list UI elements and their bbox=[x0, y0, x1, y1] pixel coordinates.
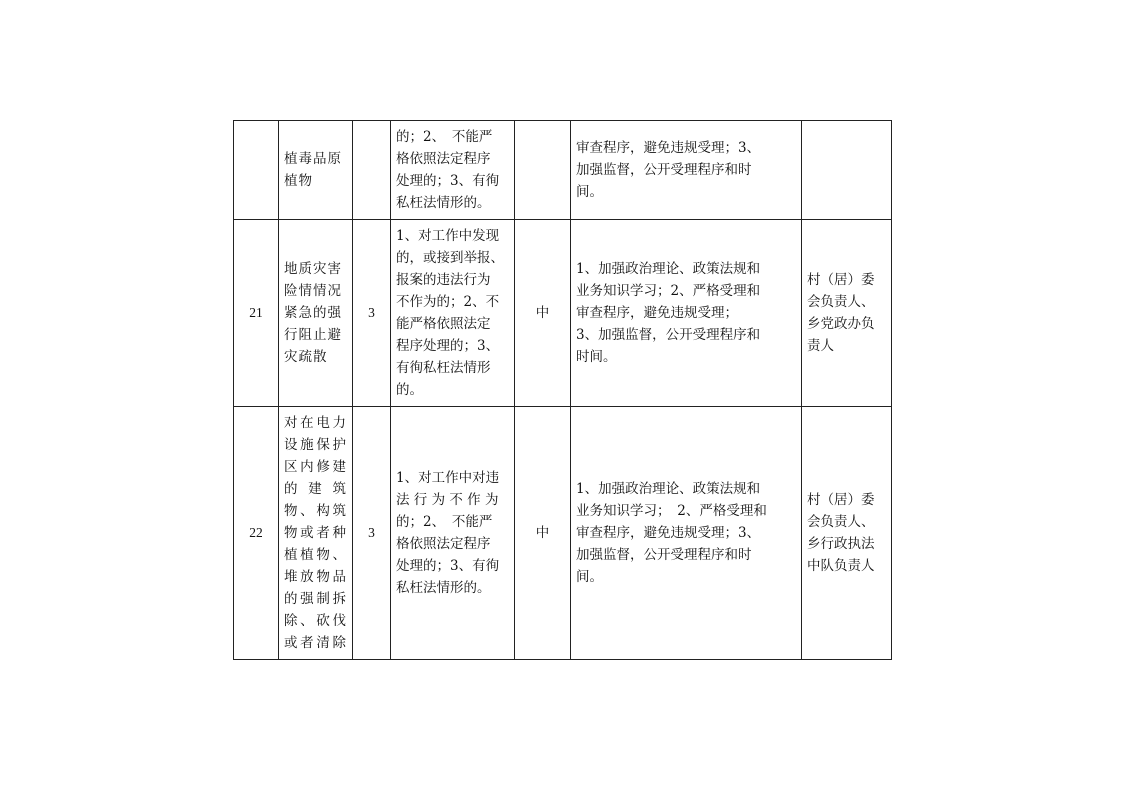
table-body bbox=[234, 121, 892, 660]
item-name-line: 区内修建 bbox=[284, 459, 347, 475]
responsible-person-line: 会负责人、 bbox=[807, 294, 875, 310]
risk-description-line: 的。 bbox=[396, 382, 423, 398]
cell-risk-description bbox=[391, 220, 515, 407]
responsible-person-line: 乡行政执法 bbox=[807, 536, 875, 552]
cell-number: 21 bbox=[234, 220, 279, 407]
item-name-line: 的 建 筑 bbox=[284, 481, 347, 497]
risk-description-line: 私枉法情形的。 bbox=[396, 580, 491, 596]
risk-description-line: 的；2、 不能严 bbox=[396, 129, 493, 145]
responsible-person-line: 责人 bbox=[807, 338, 834, 354]
item-name-line: 除、砍伐 bbox=[284, 613, 347, 629]
responsible-person-line: 会负责人、 bbox=[807, 514, 875, 530]
risk-description-line: 有徇私枉法情形 bbox=[396, 360, 491, 376]
prevention-measures-line: 审查程序，避免违规受理；3、 bbox=[576, 140, 761, 156]
table-row bbox=[234, 407, 892, 660]
item-name-line: 地质灾害 bbox=[284, 261, 342, 277]
risk-control-table bbox=[233, 120, 892, 660]
risk-description-line: 处理的；3、有徇 bbox=[396, 173, 500, 189]
prevention-measures-line: 时间。 bbox=[576, 349, 617, 365]
cell-score: 3 bbox=[353, 220, 391, 407]
responsible-person-line: 村（居）委 bbox=[807, 492, 875, 508]
risk-description-line: 私枉法情形的。 bbox=[396, 195, 491, 211]
prevention-measures-line: 加强监督，公开受理程序和时 bbox=[576, 162, 752, 178]
risk-description-line: 报案的违法行为 bbox=[396, 272, 491, 288]
cell-responsible-person bbox=[802, 220, 892, 407]
risk-description-line: 能严格依照法定 bbox=[396, 316, 491, 332]
risk-description-line: 法 行 为 不 作 为 bbox=[396, 492, 499, 508]
item-name-line: 物、构筑 bbox=[284, 503, 347, 519]
risk-description-line: 不作为的；2、不 bbox=[396, 294, 500, 310]
item-name-line: 的强制拆 bbox=[284, 591, 347, 607]
cell-responsible-person bbox=[802, 407, 892, 660]
responsible-person-line: 村（居）委 bbox=[807, 272, 875, 288]
cell-item-name bbox=[279, 407, 353, 660]
cell-prevention-measures bbox=[571, 121, 802, 220]
item-name-line: 堆放物品 bbox=[284, 569, 347, 585]
prevention-measures-line: 3、加强监督，公开受理程序和 bbox=[576, 327, 761, 343]
responsible-person-line: 乡党政办负 bbox=[807, 316, 875, 332]
cell-responsible-person bbox=[802, 121, 892, 220]
item-name-line: 险情情况 bbox=[284, 283, 342, 299]
prevention-measures-line: 审查程序，避免违规受理；3、 bbox=[576, 525, 761, 541]
risk-description-line: 程序处理的；3、 bbox=[396, 338, 500, 354]
table-row bbox=[234, 220, 892, 407]
prevention-measures-line: 业务知识学习； 2、严格受理和 bbox=[576, 503, 767, 519]
risk-description-line: 1、对工作中发现 bbox=[396, 228, 500, 244]
prevention-measures-line: 间。 bbox=[576, 184, 603, 200]
cell-item-name bbox=[279, 121, 353, 220]
item-name-line: 植毒品原 bbox=[284, 151, 342, 167]
cell-risk-level: 中 bbox=[515, 407, 571, 660]
prevention-measures-line: 1、加强政治理论、政策法规和 bbox=[576, 261, 761, 277]
prevention-measures-line: 间。 bbox=[576, 569, 603, 585]
cell-number: 22 bbox=[234, 407, 279, 660]
risk-description-line: 1、对工作中对违 bbox=[396, 470, 500, 486]
table-row bbox=[234, 121, 892, 220]
cell-risk-description bbox=[391, 121, 515, 220]
prevention-measures-line: 1、加强政治理论、政策法规和 bbox=[576, 481, 761, 497]
item-name-line: 对在电力 bbox=[284, 415, 347, 431]
cell-risk-description bbox=[391, 407, 515, 660]
prevention-measures-line: 加强监督，公开受理程序和时 bbox=[576, 547, 752, 563]
prevention-measures-line: 业务知识学习；2、严格受理和 bbox=[576, 283, 761, 299]
cell-item-name bbox=[279, 220, 353, 407]
item-name-line: 行阻止避 bbox=[284, 327, 342, 343]
risk-description-line: 的；2、 不能严 bbox=[396, 514, 493, 530]
risk-description-line: 的，或接到举报、 bbox=[396, 250, 504, 266]
item-name-line: 物或者种 bbox=[284, 525, 347, 541]
cell-risk-level: 中 bbox=[515, 220, 571, 407]
item-name-line: 植物 bbox=[284, 173, 313, 189]
cell-prevention-measures bbox=[571, 407, 802, 660]
item-name-line: 设施保护 bbox=[284, 437, 347, 453]
item-name-line: 灾疏散 bbox=[284, 349, 328, 365]
risk-description-line: 格依照法定程序 bbox=[396, 151, 491, 167]
cell-score: 3 bbox=[353, 407, 391, 660]
prevention-measures-line: 审查程序，避免违规受理； bbox=[576, 305, 738, 321]
risk-description-line: 格依照法定程序 bbox=[396, 536, 491, 552]
cell-risk-level bbox=[515, 121, 571, 220]
item-name-line: 植植物、 bbox=[284, 547, 347, 563]
cell-score bbox=[353, 121, 391, 220]
item-name-line: 或者清除 bbox=[284, 635, 347, 651]
responsible-person-line: 中队负责人 bbox=[807, 558, 875, 574]
cell-prevention-measures bbox=[571, 220, 802, 407]
cell-number bbox=[234, 121, 279, 220]
risk-description-line: 处理的；3、有徇 bbox=[396, 558, 500, 574]
item-name-line: 紧急的强 bbox=[284, 305, 342, 321]
